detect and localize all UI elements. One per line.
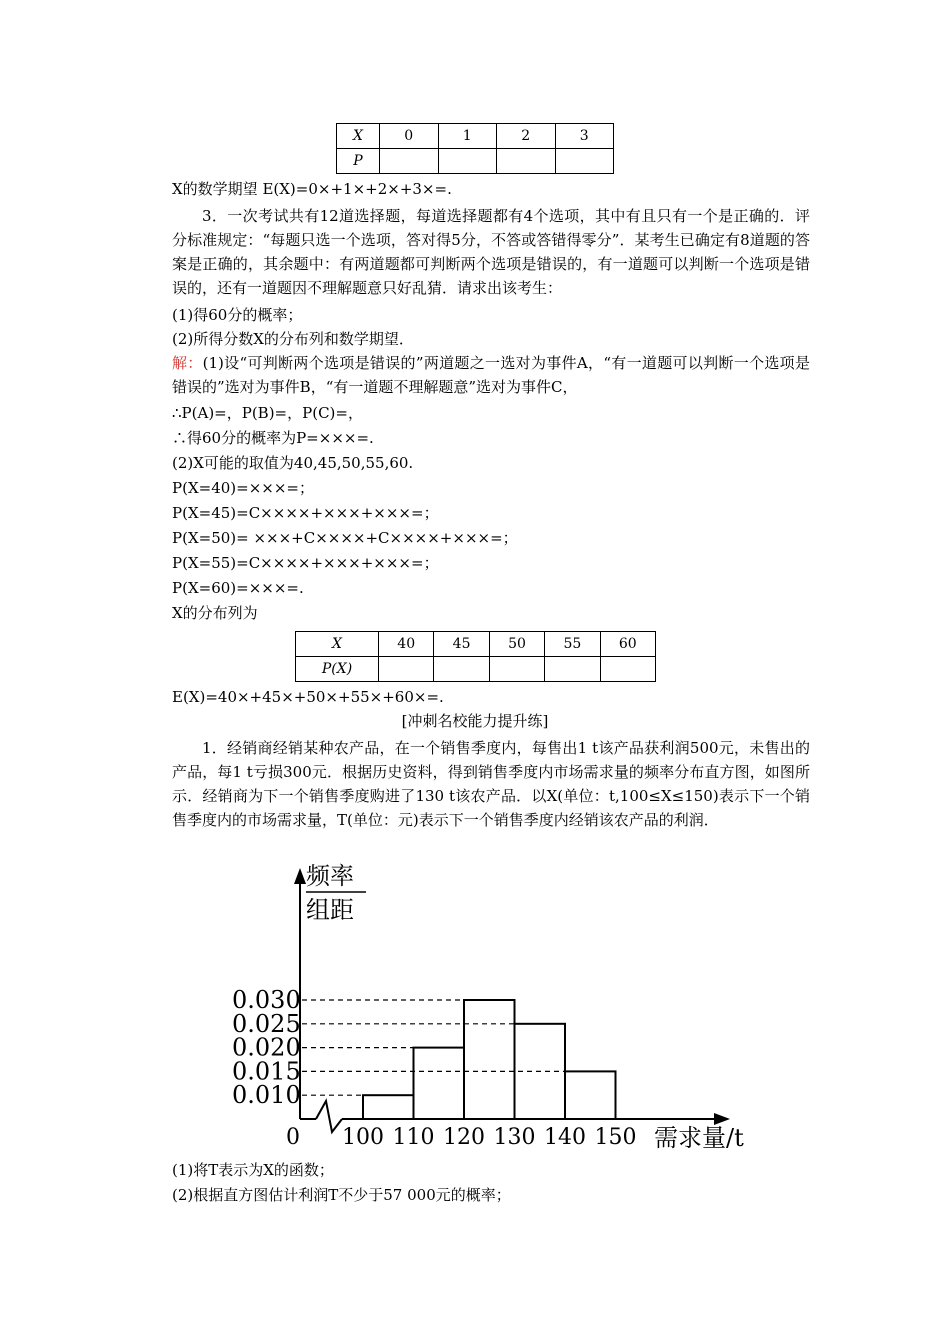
- problem-1-question-1: (1)将T表示为X的函数；: [172, 1161, 334, 1179]
- solution-label: 解：: [172, 354, 203, 372]
- histogram-bar: [363, 1095, 414, 1119]
- table-cell: [379, 657, 434, 682]
- solution-line: ∴得60分的概率为P=×××=.: [172, 429, 374, 447]
- problem-1-question-2: (2)根据直方图估计利润T不少于57 000元的概率；: [172, 1186, 511, 1204]
- section-title: [冲刺名校能力提升练]: [401, 712, 549, 730]
- origin-label: 0: [286, 1125, 300, 1150]
- solution-part-1: (1)设“可判断两个选项是错误的”两道题之一选对为事件A，“有一道题可以判断一个选项是错误的”选对为事件B，“有一道题不理解题意”选对为事件C，: [172, 354, 810, 396]
- y-tick-label: 0.025: [232, 1009, 301, 1038]
- solution-line: X的分布列为: [172, 604, 258, 622]
- x-axis-break: [316, 1101, 342, 1132]
- table-cell: [489, 657, 544, 682]
- histogram-chart: [230, 862, 750, 1157]
- histogram-bar: [414, 1048, 465, 1119]
- table-cell: X: [296, 632, 379, 657]
- solution-line: P(X=50)= ×××+C××××+C××××+×××=；: [172, 529, 518, 547]
- expectation-line-1: X的数学期望 E(X)=0×+1×+2×+3×=.: [172, 180, 452, 198]
- table-cell: 3: [555, 124, 614, 149]
- expectation-line-2: E(X)=40×+45×+50×+55×+60×=.: [172, 688, 444, 706]
- solution-paragraph: [172, 351, 810, 399]
- solution-line: ∴P(A)=，P(B)=，P(C)=，: [172, 404, 363, 422]
- distribution-table-1: [336, 123, 614, 174]
- histogram-bar: [464, 1000, 515, 1119]
- x-tick-label: 100: [342, 1125, 384, 1150]
- table-cell: 0: [380, 124, 439, 149]
- solution-line: P(X=60)=×××=.: [172, 579, 304, 597]
- y-tick-label: 0.020: [232, 1033, 301, 1062]
- y-axis-arrow: [294, 868, 306, 884]
- table-cell: [555, 149, 614, 174]
- histogram-bar: [565, 1071, 616, 1119]
- x-axis-label: 需求量/t: [654, 1124, 744, 1152]
- table-cell: P(X): [296, 657, 379, 682]
- table-row: [296, 657, 656, 682]
- table-row: [337, 124, 614, 149]
- y-tick-label: 0.010: [232, 1081, 301, 1110]
- y-tick-label: 0.030: [232, 986, 301, 1014]
- table-cell: [600, 657, 655, 682]
- table-row: [296, 632, 656, 657]
- table-cell: [438, 149, 497, 174]
- table-cell: [497, 149, 556, 174]
- table-cell: [380, 149, 439, 174]
- x-tick-label: 110: [392, 1125, 435, 1150]
- x-tick-label: 140: [544, 1125, 586, 1150]
- solution-line: P(X=40)=×××=；: [172, 479, 314, 497]
- table-cell: 60: [600, 632, 655, 657]
- solution-line: P(X=55)=C××××+×××+×××=；: [172, 554, 439, 572]
- x-tick-label: 130: [493, 1125, 536, 1150]
- table-cell: 45: [434, 632, 489, 657]
- table-cell: 2: [497, 124, 556, 149]
- x-tick-label: 150: [594, 1125, 637, 1150]
- table-cell: 40: [379, 632, 434, 657]
- distribution-table-2: [295, 631, 656, 682]
- x-tick-label: 120: [443, 1125, 485, 1150]
- problem-3-question-2: (2)所得分数X的分布列和数学期望．: [172, 330, 414, 348]
- table-cell: 1: [438, 124, 497, 149]
- table-cell: P: [337, 149, 380, 174]
- problem-3-question-1: (1)得60分的概率；: [172, 306, 303, 324]
- table-cell: [545, 657, 600, 682]
- table-cell: [434, 657, 489, 682]
- y-tick-label: 0.015: [232, 1057, 301, 1086]
- problem-3-text: 3．一次考试共有12道选择题，每道选择题都有4个选项，其中有且只有一个是正确的．评分标准规定：“每题只选一个选项，答对得5分，不答或答错得零分”．某考生已确定有8道题的答案是正确的，其余题中：有两道题都可判断两个选项是错误的，有一道题可以判断一个选项是错误的，还有一道题因不理解题意只好乱猜．请求出该考生：: [172, 207, 810, 297]
- table-cell: 55: [545, 632, 600, 657]
- solution-line: (2)X可能的取值为40,45,50,55,60.: [172, 454, 414, 472]
- problem-1-text: 1．经销商经销某种农产品，在一个销售季度内，每售出1 t该产品获利润500元，未售出的产品，每1 t亏损300元．根据历史资料，得到销售季度内市场需求量的频率分布直方图，如图所示．经销商为下一个销售季度购进了130 t该农产品．以X(单位：t,100≤X≤150)表示下一个销售季度内的市场需求量，T(单位：元)表示下一个销售季度内经销该农产品的利润．: [172, 739, 810, 829]
- y-label-bottom: 组距: [306, 896, 354, 924]
- solution-line: P(X=45)=C××××+×××+×××=；: [172, 504, 439, 522]
- table-cell: 50: [489, 632, 544, 657]
- table-cell: X: [337, 124, 380, 149]
- y-label-top: 频率: [306, 862, 354, 890]
- table-row: [337, 149, 614, 174]
